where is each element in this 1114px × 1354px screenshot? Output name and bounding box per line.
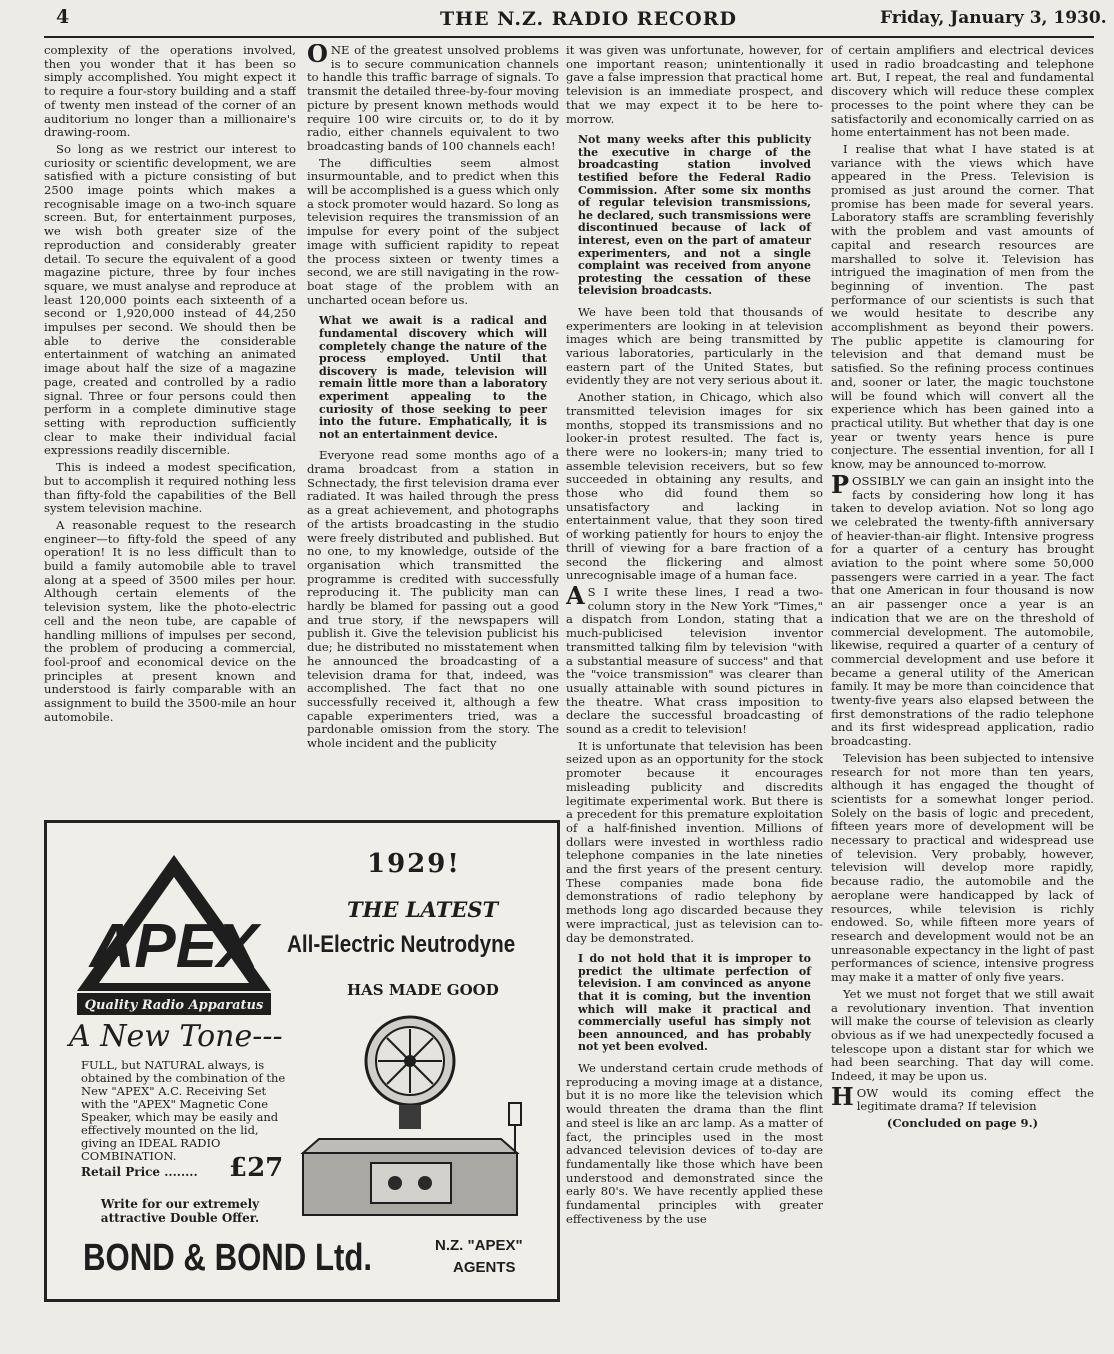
offer-text: Write for our extremely attractive Double Offer. [100, 1197, 260, 1225]
paragraph: So long as we restrict our interest to curiosity or scientific development, we are satisfied with a picture consisting of but 2500 image points which makes a recognisable image on a two-inch square screen. But, for entertainment purposes, we wish both greater size of the reproduction and considerably greater detail. To secure the equivalent of a good magazine picture, three by four inches square, we must analyse and reproduce at least 120,000 points each sixteenth of a second or 1,920,000 instead of 44,250 impulses per second. We should then be able to derive the considerable entertainment of watching an animated image about half the size of a magazine page, created and controlled by a radio signal. Three or four persons could then perform in a complete diminutive stage setting with reproduction sufficiently clear to make their individual facial expressions readily discernible. [44, 141, 296, 458]
article-column-1 [44, 44, 296, 804]
pull-quote: What we await is a radical and fundamental discovery which will completely change the nature of the process employed. Until that discovery is made, television will remain little more than a laboratory experiment appealing to the curiosity of those seeking to peer into the future. Emphatically, it is not an entertainment device. [319, 314, 547, 441]
article-column-4 [831, 44, 1094, 1304]
product-name: All-Electric Neutrodyne [287, 931, 516, 958]
agent-line-1: N.Z. "APEX" [435, 1237, 523, 1254]
company-name: BOND & BOND Ltd. [83, 1237, 373, 1279]
paragraph: Television has been subjected to intensive research for not more than ten years, although it has engaged the thought of scientists for a somewhat longer period. Solely on the basis of logic and precedent, fifteen years more of development will be necessary to practical and widespread use of television. Very probably, however, television will develop more rapidly, because radio, the automobile and the aeroplane were handicapped by lack of resources, while television is richly endowed. So, while fifteen more years of research and development would not be an unreasonable expectancy in the light of past performances of science, intensive progress may make it a matter of only five years. [831, 750, 1094, 985]
paragraph: complexity of the operations involved, then you wonder that it has been so simply accomplished. You might expect it to require a four-story building and a staff of twenty men instead of the corner of an auditorium no longer than a millionaire's drawing-room. [44, 44, 296, 140]
paragraph: of certain amplifiers and electrical devices used in radio broadcasting and telephone art. But, I repeat, the real and fundamental discovery which will reduce these complex processes to the point where they can be satisfactorily and economically carried on as home entertainment has not been made. [831, 44, 1094, 140]
paragraph: The difficulties seem almost insurmountable, and to predict when this will be accomplished is a guess which only a stock promoter would hazard. So long as television requires the transmission of an impulse for every point of the subject image with sufficient rapidity to repeat the process sixteen or twenty times a second, we are still navigating in the row-boat stage of the problem with an uncharted ocean before us. [307, 155, 559, 307]
paragraph: Another station, in Chicago, which also transmitted television images for six months, stopped its transmissions and no looker-in protest resulted. The fact is, there were no lookers-in; many tried to assemble television receivers, but so few succeeded in obtaining any results, and those who did found them so unsatisfactory and lacking in entertainment value, that they soon tired of working patiently for hours to enjoy the thrill of viewing for a bare fraction of a second the flickering and almost unrecognisable image of a human face. [566, 390, 823, 583]
paragraph: We have been told that thousands of experimenters are looking in at television images which are being transmitted by various laboratories, particularly in the eastern part of the United States, but evidently they are not very serious about it. [566, 304, 823, 388]
issue-date: Friday, January 3, 1930. [880, 8, 1107, 28]
paragraph: HOW would its coming effect the legitimate drama? If television [831, 1081, 1094, 1114]
paragraph: Everyone read some months ago of a drama broadcast from a station in Schnectady, the first television drama ever radiated. It was hailed through the press as a great achievement, and photographs of the artists broadcasting in the studio were freely distributed and published. But no one, to my knowledge, outside of the organisation which transmitted the programme is credited with successfully reproducing it. The publicity man can hardly be blamed for passing out a good and true story, if the newspapers will publish it. Give the television publicist his due; he distributed no misstatement when he announced the broadcasting of a television drama for that, indeed, was accomplished. The fact that no one successfully received it, although a few capable experimenters tried, was a pardonable omission from the story. The whole incident and the publicity [307, 448, 559, 751]
price-label: Retail Price ........ [81, 1165, 198, 1179]
paragraph: it was given was unfortunate, however, for one important reason; unintentionally it gave a false impression that practical home television is an immediate prospect, and that we may expect it to be here to-morrow. [566, 44, 823, 126]
paragraph: I realise that what I have stated is at variance with the views which have appeared in the Press. Television is promised as just around the corner. That promise has been made for several years. Laboratory staffs are scrambling feverishly with the problem and vast amounts of capital and research resources are marshalled to solve it. Television has intrigued the imagination of men from the beginning of invention. The past performance of our scientists is such that we would hesitate to describe any accomplishment as beyond their powers. The public appetite is clamouring for television and that demand must be satisfied. So the refining process continues and, sooner or later, the magic touchstone will be found which will convert all the experience which has been gained into a practical utility. But whether that day is one year or twenty years hence is pure conjecture. The essential invention, for all I know, may be announced to-morrow. [831, 141, 1094, 472]
ad-year: 1929! [367, 849, 461, 879]
article-column-3 [566, 44, 823, 1304]
radio-set-illustration [295, 1013, 525, 1223]
page-header [0, 0, 1114, 40]
article-column-2 [307, 44, 559, 804]
paragraph: A reasonable request to the research engineer—to fifty-fold the speed of any operation! It is no less difficult than to build a family automobile able to travel along at a speed of 3500 miles per hour. Although certain elements of the television system, like the photo-electric cell and the neon tube, are capable of handling millions of impulses per second, the problem of producing a commercial, fool-proof and economical device on the principles at present known and understood is fairly comparable with an assignment to build the 3500-mile an hour automobile. [44, 517, 296, 724]
header-rule [44, 36, 1094, 38]
continuation-note: (Concluded on page 9.) [886, 1116, 1039, 1131]
paragraph: It is unfortunate that television has been seized upon as an opportunity for the stock promoter because it encourages misleading publicity and discredits legitimate experimental work. But there is a precedent for this premature exploitation of a half-finished invention. Millions of dollars were invested in worthless radio telephone companies in the late nineties and the first years of the present century. These companies made bona fide demonstrations of radio telephony by methods long ago discarded because they were impractical, just as television can to-day be demonstrated. [566, 738, 823, 945]
paragraph: AS I write these lines, I read a two-column story in the New York "Times," a dispatch from London, stating that a much-publicised television inventor transmitted talking film by television "with a substantial measure of success" and that the "voice transmission" was clearer than usually attainable with sound pictures in the theatre. What crass imposition to declare the successful broadcasting of sound as a credit to television! [566, 581, 823, 737]
apex-logo [69, 851, 279, 1021]
apex-advertisement [44, 820, 560, 1302]
page-number: 4 [56, 6, 70, 28]
paragraph: We understand certain crude methods of reproducing a moving image at a distance, but it is no more like the television which would threaten the drama than the flint and steel is like an arc lamp. As a matter of fact, the principles used in the most advanced television devices of to-day are fundamentally like those which have been understood and demonstrated since the early 80's. We have recently applied these fundamental principles with greater effectiveness by the use [566, 1061, 823, 1226]
logo-tagline: Quality Radio Apparatus [84, 998, 264, 1013]
paragraph: Yet we must not forget that we still await a revolutionary invention. That invention will make the course of television as clearly obvious as if we had unexpectedly focused a telescope upon a distant star for which we had been searching. That day will come. Indeed, it may be upon us. [831, 986, 1094, 1084]
pull-quote: Not many weeks after this publicity the executive in charge of the broadcasting station involved testified before the Federal Radio Commission. After some six months of regular television transmissions, he declared, such transmissions were discontinued because of lack of interest, even on the part of amateur experimenters, and not a single complaint was received from anyone protesting the cessation of these television broadcasts. [578, 133, 811, 298]
newspaper-title: THE N.Z. RADIO RECORD [440, 8, 737, 30]
made-good-text: HAS MADE GOOD [347, 981, 499, 999]
ad-latest: THE LATEST [347, 897, 499, 922]
logo-word: APEX [89, 912, 259, 981]
paragraph: ONE of the greatest unsolved problems is to secure communication channels to handle this traffic barrage of signals. To transmit the detailed three-by-four moving picture by present known methods would require 100 wire circuits or, to do it by radio, either channels equivalent to two broadcasting bands of 100 channels each! [307, 44, 559, 153]
pull-quote: I do not hold that it is improper to predict the ultimate perfection of television. I am convinced as anyone that it is coming, but the invention which will make it practical and commercially useful has simply not been announced, and has probably not yet been evolved. [578, 952, 811, 1054]
paragraph: This is indeed a modest specification, but to accomplish it required nothing less than fifty-fold the capabilities of the Bell system television machine. [44, 460, 296, 516]
ad-description: FULL, but NATURAL always, is obtained by the combination of the New "APEX" A.C. Receiving Set with the "APEX" Magnetic Cone Speaker, which may be easily and effectively mounted on the lid, giving an IDEAL RADIO COMBINATION. [81, 1058, 286, 1163]
price-value: £27 [229, 1153, 284, 1183]
paragraph: POSSIBLY we can gain an insight into the facts by considering how long it has taken to develop aviation. Not so long ago we celebrated the twenty-fifth anniversary of heavier-than-air flight. Intensive progress for a quarter of a century has brought aviation to the point where some 50,000 passengers were carried in a year. The fact that one American in four thousand is now an air passenger once a year is an indication that we are on the threshold of commercial development. The automobile, likewise, required a quarter of a century of commercial development and use before it became a general utility of the American family. It may be more than coincidence that twenty-five years also elapsed between the first demonstrations of the radio telephone and its first widespread application, radio broadcasting. [831, 469, 1094, 749]
agent-line-2: AGENTS [453, 1259, 516, 1276]
ad-headline: A New Tone--- [69, 1019, 283, 1054]
